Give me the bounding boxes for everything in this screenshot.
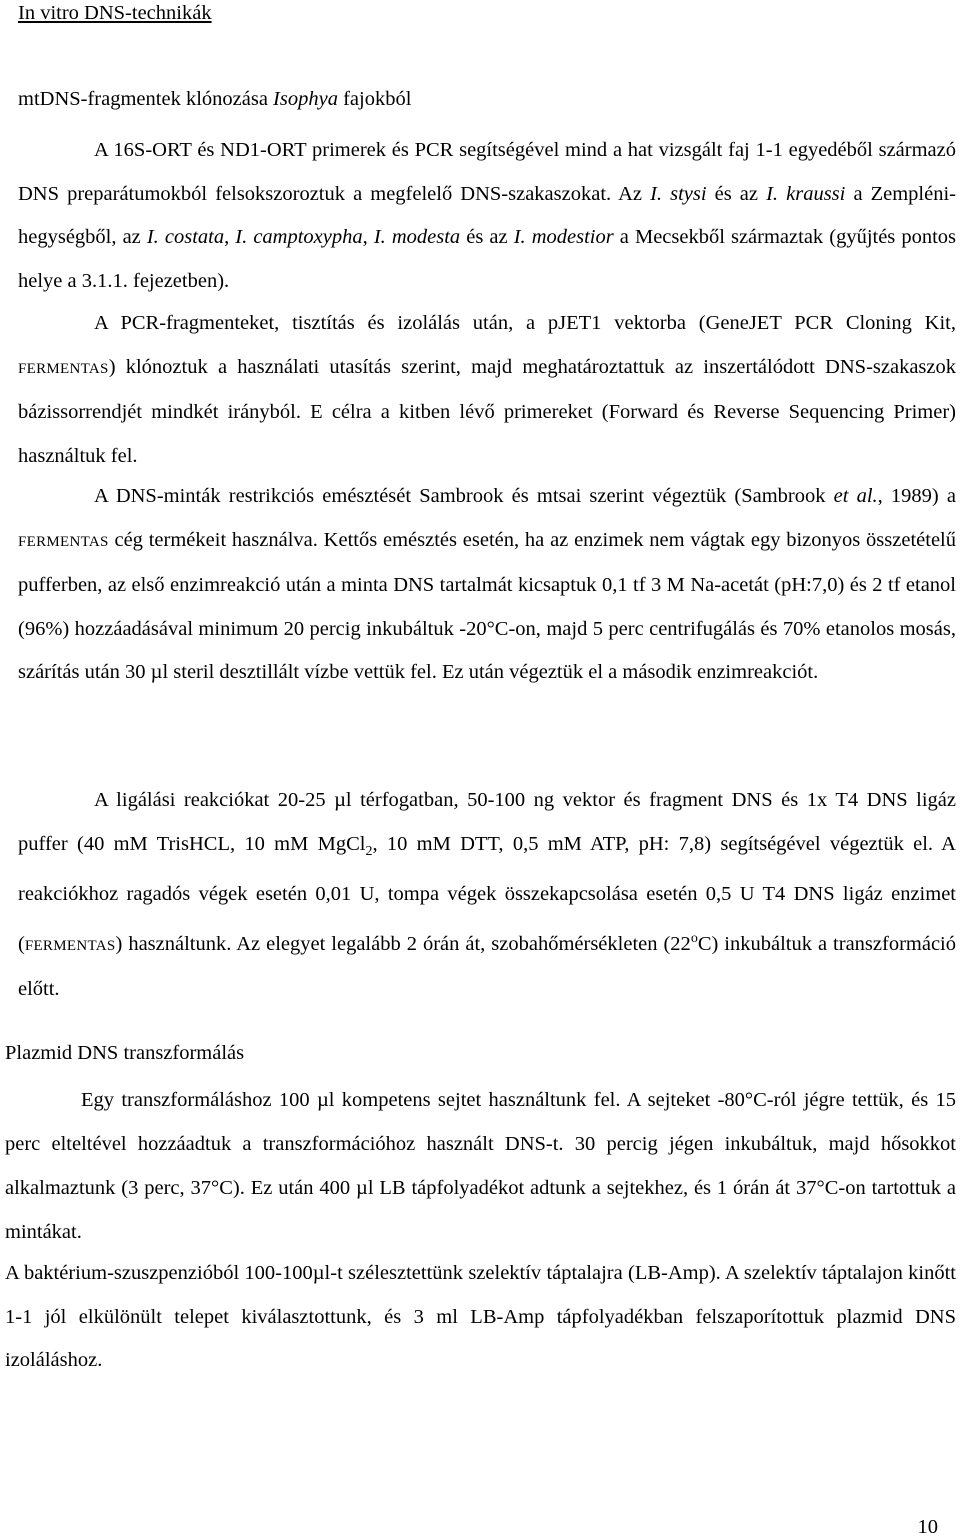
species-name: I. modesta — [373, 226, 461, 248]
subsection-title-cloning — [18, 88, 411, 111]
text-run: és az — [460, 226, 514, 248]
text-run: A ligálási reakciókat 20-25 µl térfogatban, 50-100 ng vektor és fragment DNS és 1x T4 DNS ligáz puffer (40 mM TrisHCL, 10 mM MgCl — [18, 789, 956, 855]
text-run: ) klónoztuk a használati utasítás szerint, majd meghatároztattuk az inszertálódott DNS-szakaszok bázissorrendjét mindkét irányból. E célra a kitben lévő primereket (Forward és Reverse Sequencing Primer) használtuk fel. — [18, 355, 956, 467]
text-run: , 1989) a — [877, 485, 956, 507]
title-italic-genus: Isophya — [273, 88, 338, 110]
text-run: , — [224, 226, 236, 248]
company-name: FERMENTAS — [18, 533, 109, 550]
page-number: 10 — [917, 1516, 938, 1538]
text-run: a Zempléni-hegységből, az — [18, 182, 956, 248]
text-run: A 16S-ORT és ND1-ORT primerek és PCR segítségével mind a hat vizsgált faj 1-1 egyedéből származó DNS preparátumokból felsokszoroztuk a megfelelő DNS-szakaszokat. Az — [18, 139, 956, 205]
text-run: , — [362, 226, 374, 248]
paragraph-plating: A baktérium-szuszpenzióból 100-100µl-t szélesztettünk szelektív táptalajra (LB-Amp). A szelektív táptalajon kinőtt 1-1 jól elkülönült telepet kiválasztottunk, és 3 ml LB-Amp tápfolyadékban felszaporítottuk plazmid DNS izoláláshoz. — [5, 1262, 956, 1371]
species-name: I. stysi — [650, 182, 707, 205]
company-name: FERMENTAS — [24, 937, 116, 954]
species-name: I. camptoxypha — [235, 226, 363, 248]
species-name: I. kraussi — [766, 182, 846, 205]
citation-italic: et al. — [833, 485, 878, 507]
text-run: ) használtunk. Az elegyet legalább 2 órán át, szobahőmérsékleten (22 — [115, 932, 691, 955]
paragraph-restriction-digestion — [18, 475, 956, 695]
text-run: cég termékeit használva. Kettős emésztés esetén, ha az enzimek nem vágtak egy bizonyos összetételű pufferben, az első enzimreakció után a minta DNS tartalmát kicsaptuk 0,1 tf 3 M Na-acetát (pH:7,0) és 2 tf etanol (96%) hozzáadásával minimum 20 percig inkubáltuk -20°C-on, majd 5 perc centrifugálás és 70% etanolos mosás, szárítás után 30 µl steril desztillált vízbe vettük fel. Ez után végeztük el a második enzimreakciót. — [18, 528, 956, 683]
paragraph-ligation — [18, 779, 956, 1011]
paragraph-transformation: Egy transzformáláshoz 100 µl kompetens sejtet használtunk fel. A sejteket -80°C-ról jégre tettük, és 15 perc elteltével hozzáadtuk a transzformációhoz használt DNS-t. 30 percig jégen inkubáltuk, majd hősokkot alkalmaztunk (3 perc, 37°C). Ez után 400 µl LB tápfolyadékot adtunk a sejtekhez, és 1 órán át 37°C-on tartottuk a mintákat. — [5, 1089, 956, 1243]
superscript: o — [690, 930, 698, 946]
text-run: A PCR-fragmenteket, tisztítás és izolálás után, a pJET1 vektorba (GeneJET PCR Cloning Kit, — [94, 312, 956, 334]
text-run: A DNS-minták restrikciós emésztését Sambrook és mtsai szerint végeztük (Sambrook — [94, 485, 834, 507]
text-run: és az — [706, 182, 767, 205]
text-run: a Mecsekből származtak (gyűjtés pontos helye a 3.1.1. fejezetben). — [18, 226, 957, 292]
paragraph-cloning-sequencing — [18, 302, 956, 478]
subscript: 2 — [365, 843, 373, 859]
text-run: , 10 mM DTT, 0,5 mM ATP, pH: 7,8) segítségével végeztük el. A reakciókhoz ragadós végek esetén 0,01 U, tompa végek összekapcsolása esetén 0,5 U T4 DNS ligáz enzimet ( — [18, 832, 956, 955]
section-title: In vitro DNS-technikák — [18, 2, 212, 24]
company-name: FERMENTAS — [18, 360, 109, 377]
title-suffix: fajokból — [337, 88, 412, 110]
species-name: I. costata — [146, 226, 225, 248]
species-name: I. modestior — [513, 226, 614, 248]
title-prefix: mtDNS-fragmentek klónozása — [18, 88, 274, 110]
text-run: C) inkubáltuk a transzformáció előtt. — [18, 932, 956, 1000]
paragraph-pcr-amplification — [18, 129, 956, 303]
subsection-title-transformation: Plazmid DNS transzformálás — [5, 1042, 245, 1064]
